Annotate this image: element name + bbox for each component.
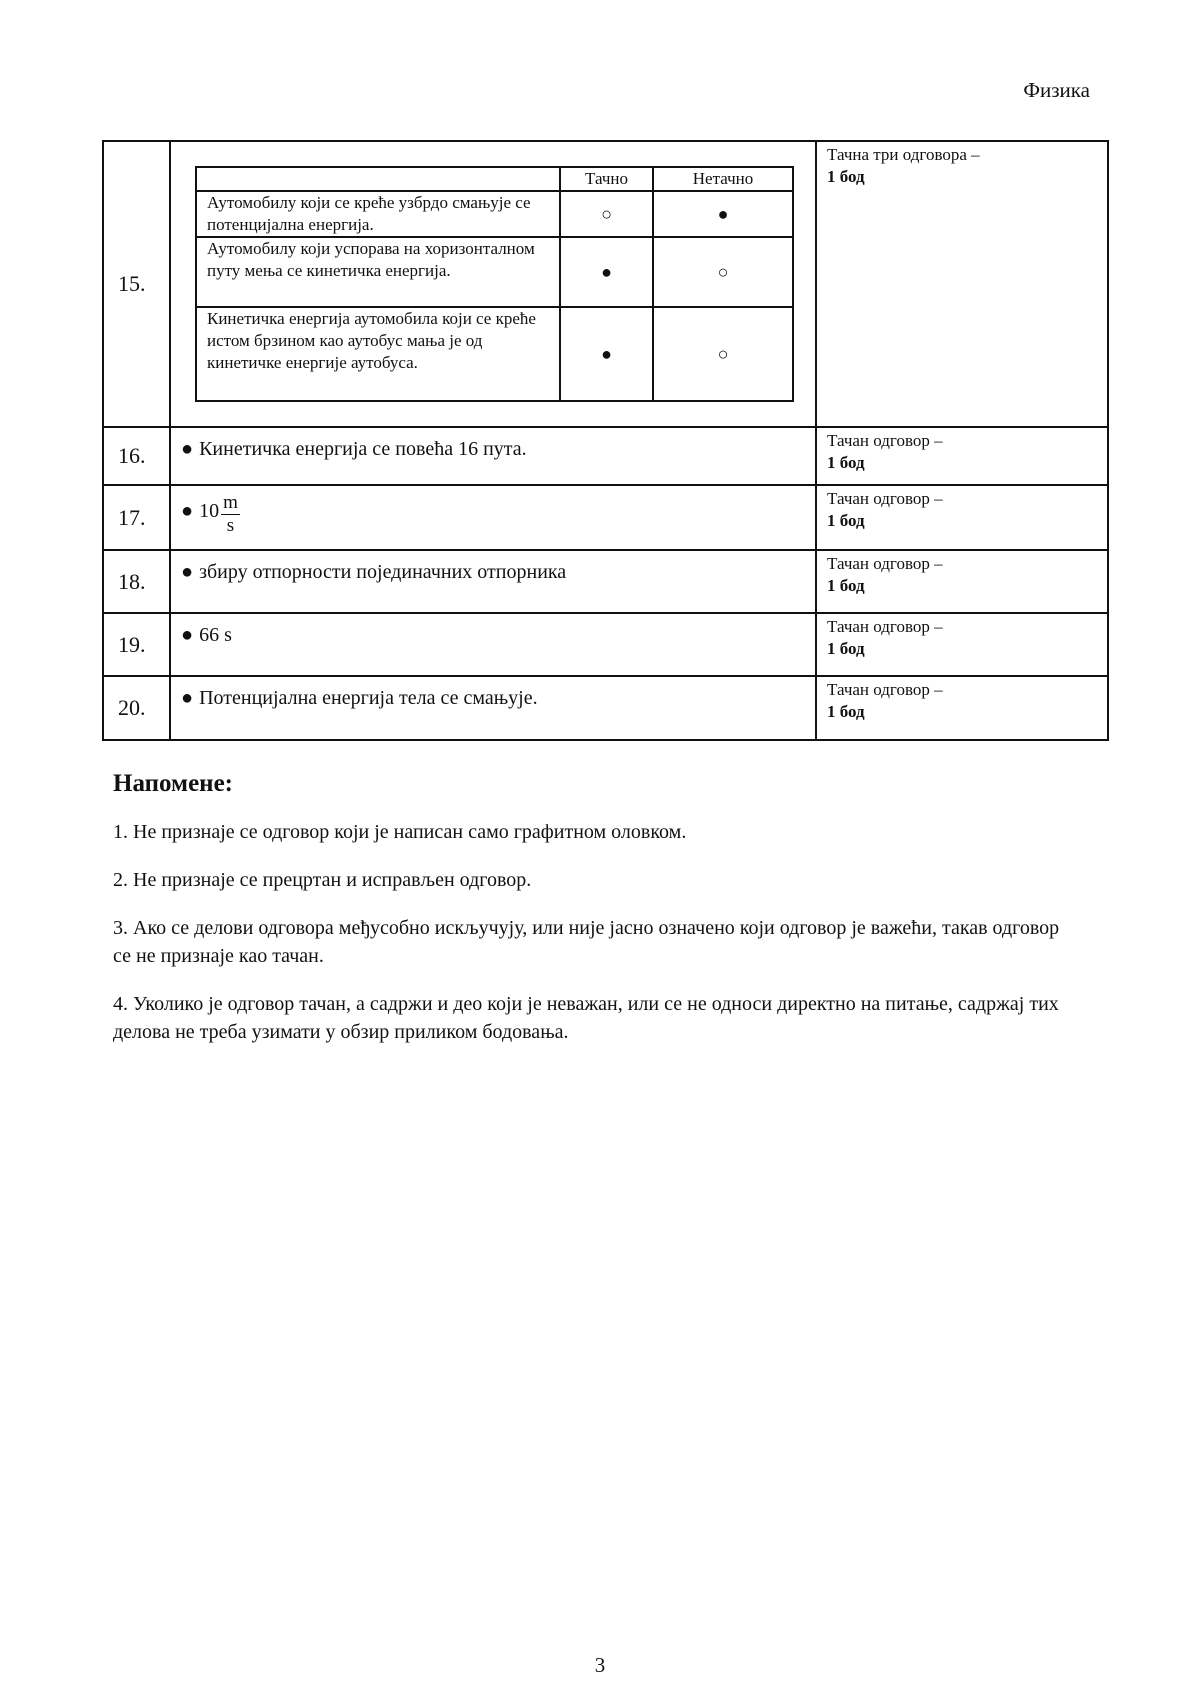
points-value: 1 бод [827, 702, 865, 721]
answer-value: 10 [199, 500, 220, 523]
question-number: 15. [103, 141, 170, 427]
question-row-18 [103, 550, 1108, 613]
answer-text: Потенцијална енергија тела се смањује. [199, 687, 538, 709]
notes-section [113, 770, 1073, 1066]
statement-row [196, 307, 793, 401]
statement-text: Аутомобилу који успорава на хоризонталном путу мења се кинетичка енергија. [196, 237, 560, 307]
statement-row [196, 191, 793, 237]
note-item: 3. Ако се делови одговора међусобно искључују, или није јасно означено који одговор је важећи, такав одговор се не признаје као тачан. [113, 917, 1060, 967]
answer-text: Кинетичка енергија се повећа 16 пута. [199, 438, 527, 460]
notes-title: Напомене: [113, 770, 233, 797]
statement-text: Аутомобилу који се креће узбрдо смањује се потенцијална енергија. [196, 191, 560, 237]
points-cell [816, 676, 1108, 740]
points-text: Тачан одговор – [827, 554, 943, 573]
points-value: 1 бод [827, 167, 865, 186]
true-false-table [195, 166, 794, 402]
page-number: 3 [594, 1653, 606, 1677]
false-column-header: Нетачно [653, 167, 793, 191]
false-mark: ○ [653, 307, 793, 401]
statement-text: Кинетичка енергија аутомобила који се креће истом брзином као аутобус мања је од кинетичке енергије аутобуса. [196, 307, 560, 401]
points-text: Тачан одговор – [827, 617, 943, 636]
points-text: Тачан одговор – [827, 680, 943, 699]
unit-fraction [221, 492, 240, 537]
points-text: Тачна три одговора – [827, 145, 980, 164]
points-cell [816, 485, 1108, 550]
question-number: 17. [103, 485, 170, 550]
subject-header: Физика [1023, 78, 1090, 102]
answer-cell [170, 485, 816, 550]
bullet-icon: ● [181, 687, 194, 709]
statement-column-header [196, 167, 560, 191]
answer-cell [170, 676, 816, 740]
note-item: 1. Не признаје се одговор који је написан само графитном оловком. [113, 821, 687, 843]
answer-cell [170, 141, 816, 427]
answer-cell [170, 427, 816, 485]
question-row-15 [103, 141, 1108, 427]
question-row-17 [103, 485, 1108, 550]
bullet-icon: ● [181, 500, 194, 523]
answer-text: збиру отпорности појединачних отпорника [199, 561, 567, 583]
question-row-16 [103, 427, 1108, 485]
answer-cell [170, 550, 816, 613]
answer-key-table [102, 140, 1109, 741]
question-number: 18. [103, 550, 170, 613]
true-mark: ○ [560, 191, 653, 237]
true-mark: ● [560, 237, 653, 307]
bullet-icon: ● [181, 624, 194, 646]
statement-row [196, 237, 793, 307]
points-cell [816, 550, 1108, 613]
points-cell [816, 613, 1108, 676]
answer-text: 66 s [199, 624, 232, 646]
points-text: Тачан одговор – [827, 489, 943, 508]
question-number: 16. [103, 427, 170, 485]
false-mark: ○ [653, 237, 793, 307]
true-false-header-row [196, 167, 793, 191]
unit-denominator: s [226, 515, 235, 536]
answer-cell [170, 613, 816, 676]
points-cell [816, 427, 1108, 485]
points-value: 1 бод [827, 453, 865, 472]
points-value: 1 бод [827, 639, 865, 658]
false-mark: ● [653, 191, 793, 237]
note-item: 4. Уколико је одговор тачан, а садржи и део који је неважан, или се не односи директно на питање, садржај тих делова не треба узимати у обзир приликом бодовања. [113, 993, 1059, 1043]
note-item: 2. Не признаје се прецртан и исправљен одговор. [113, 869, 532, 891]
question-number: 19. [103, 613, 170, 676]
unit-numerator: m [223, 492, 238, 513]
points-value: 1 бод [827, 576, 865, 595]
question-number: 20. [103, 676, 170, 740]
true-column-header: Тачно [560, 167, 653, 191]
bullet-icon: ● [181, 438, 194, 460]
bullet-icon: ● [181, 561, 194, 583]
question-row-20 [103, 676, 1108, 740]
question-row-19 [103, 613, 1108, 676]
points-cell [816, 141, 1108, 427]
points-value: 1 бод [827, 511, 865, 530]
points-text: Тачан одговор – [827, 431, 943, 450]
true-mark: ● [560, 307, 653, 401]
